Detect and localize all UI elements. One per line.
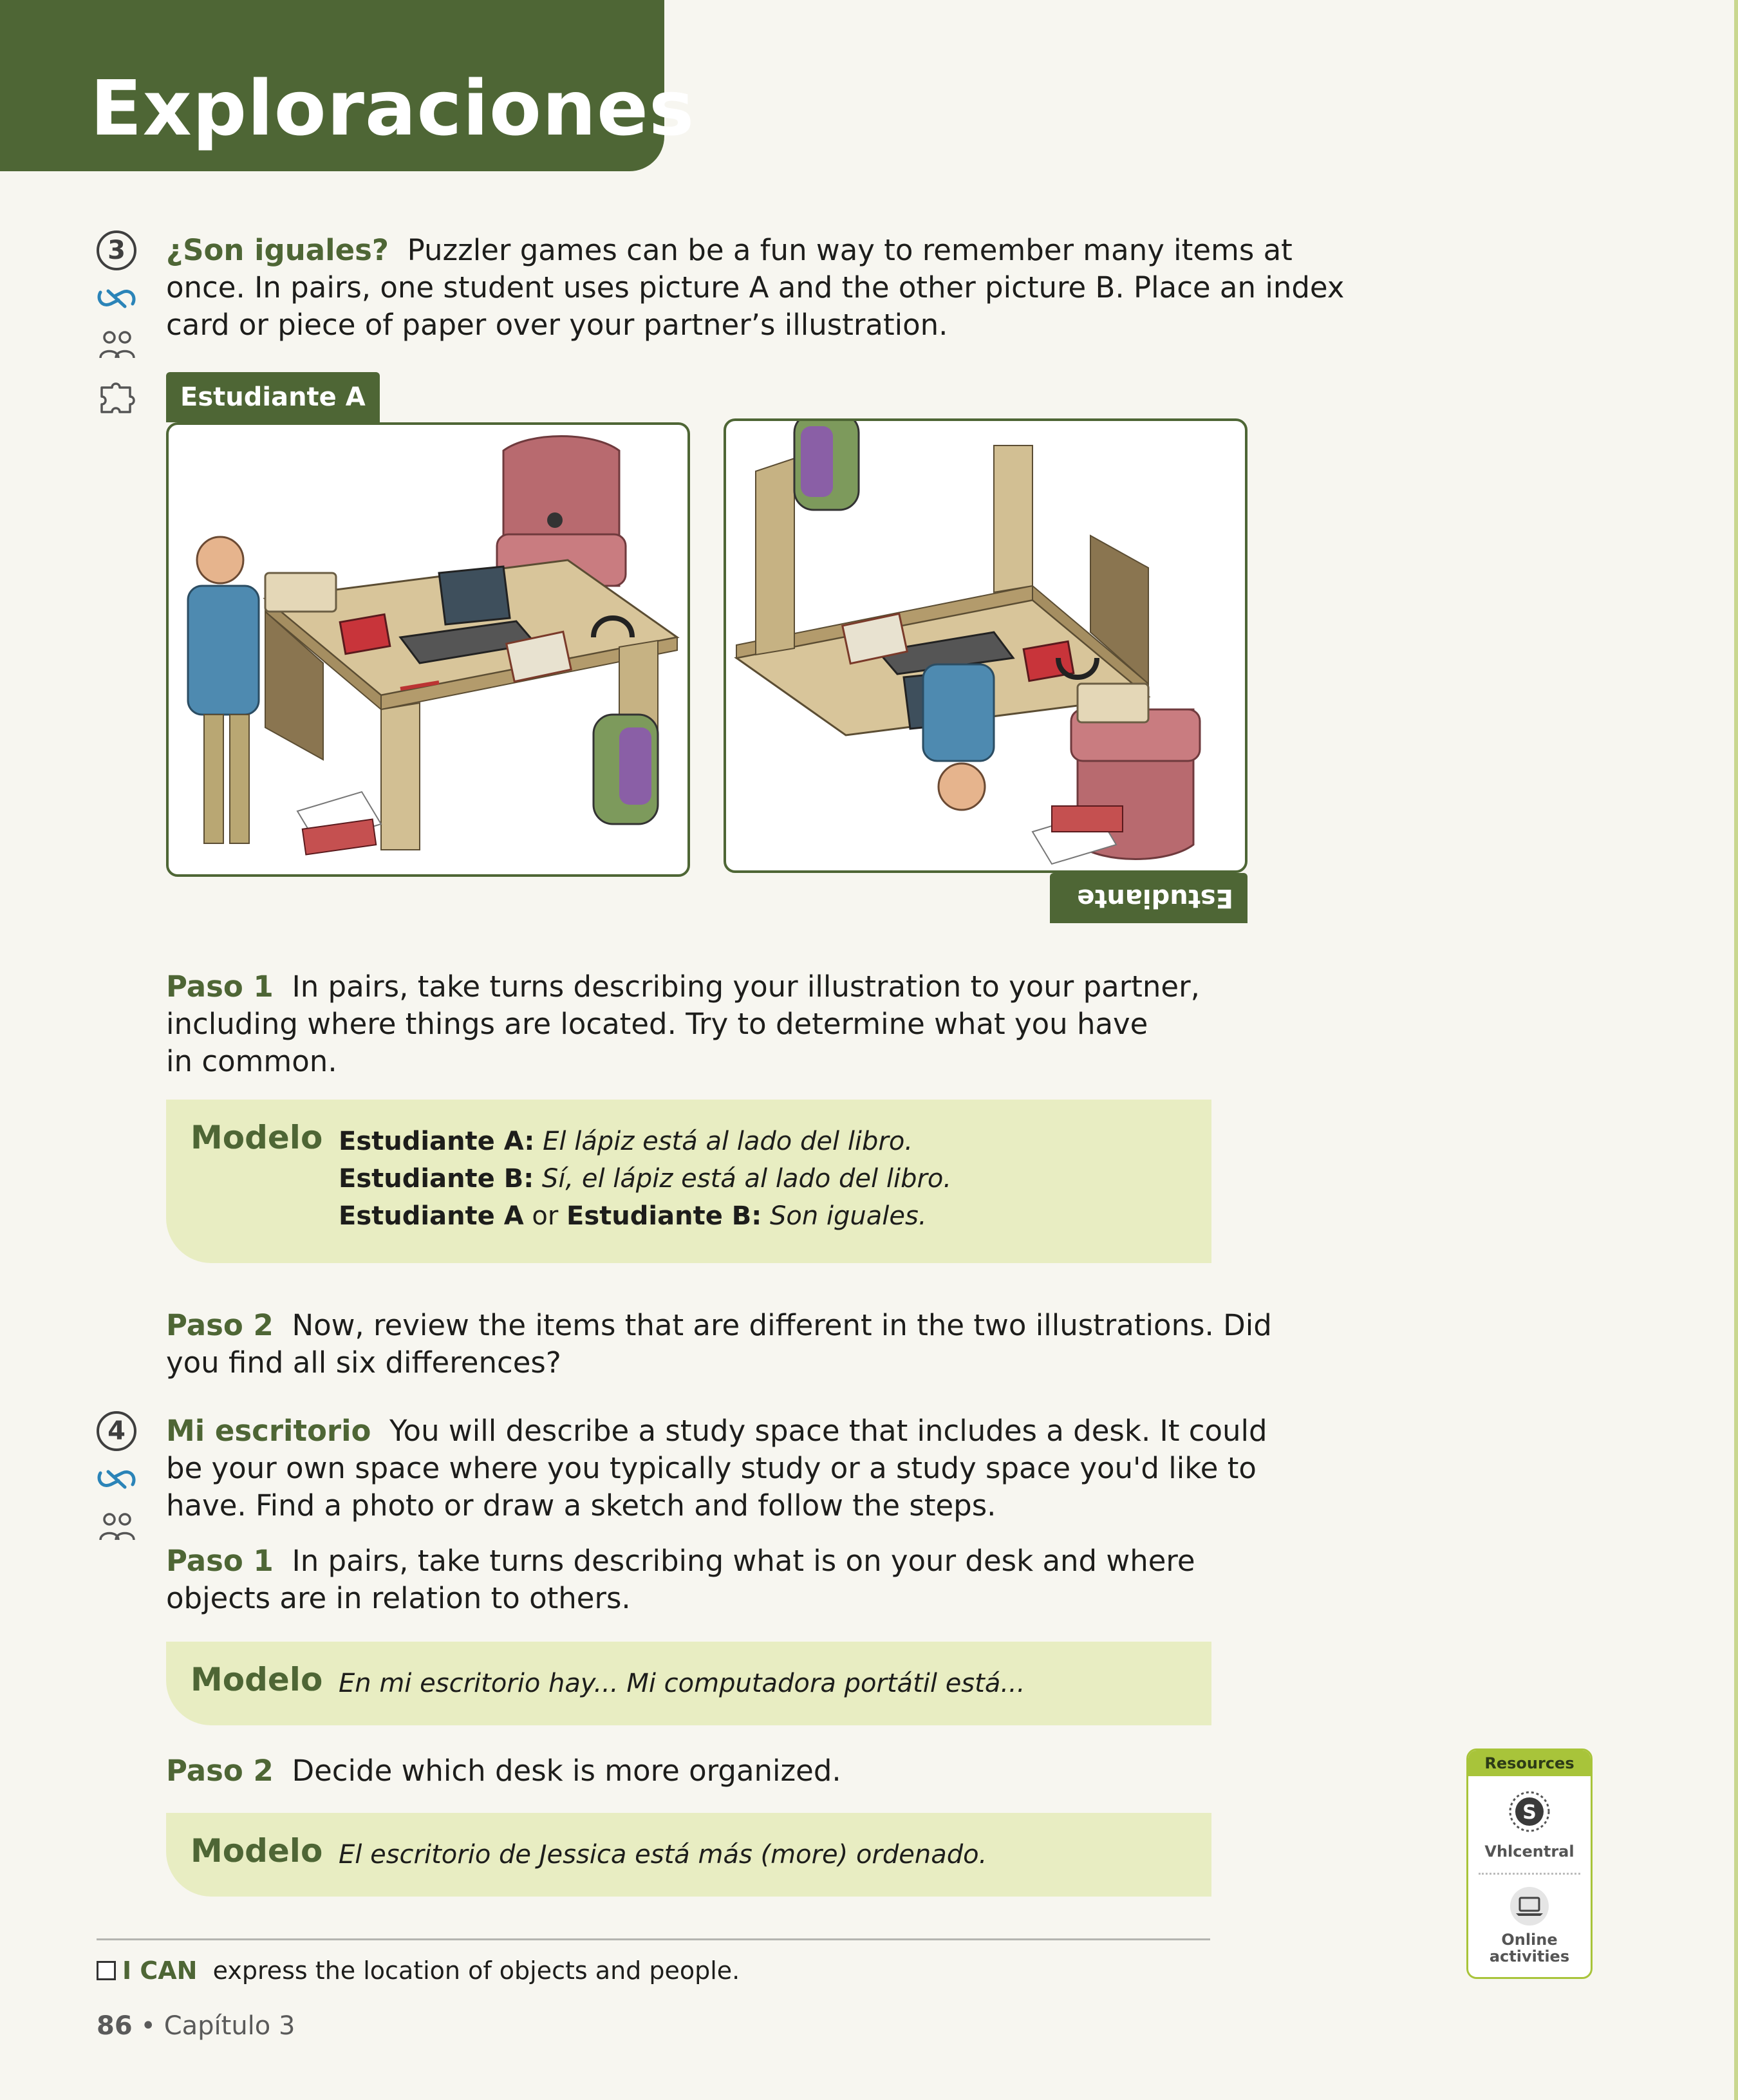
right-edge-rule (1734, 0, 1738, 2100)
activity-4-title: Mi escritorio (166, 1414, 371, 1448)
activity-3-instructions-2: once. In pairs, one student uses picture A and the other picture B. Place an index (166, 270, 1345, 305)
footer-divider (97, 1938, 1210, 1940)
footer-separator: • (140, 2011, 156, 2041)
activity-3-line-1 (166, 232, 1293, 269)
page-footer (97, 2007, 295, 2045)
activity-3-instructions-1: Puzzler games can be a fun way to remember many items at (407, 233, 1293, 267)
paso-1-label: Paso 1 (166, 970, 274, 1004)
modelo-text (339, 1665, 1025, 1702)
modelo-box-activity-4-paso-2 (166, 1813, 1211, 1897)
activity-4-instructions-3: have. Find a photo or draw a sketch and follow the steps. (166, 1488, 996, 1523)
paso-2-label: Paso 2 (166, 1308, 274, 1342)
chapter-label: Capítulo 3 (164, 2011, 295, 2041)
activity-4-number: 4 (97, 1411, 136, 1451)
resources-panel (1466, 1748, 1593, 1979)
activity-4-line-1 (166, 1412, 1267, 1450)
link-icon (95, 282, 138, 315)
modelo-label: Modelo (191, 1832, 323, 1870)
pair-icon (98, 328, 136, 363)
activity-3-paso-1-line-2: including where things are located. Try to determine what you have (166, 1007, 1148, 1041)
link-icon (95, 1463, 138, 1496)
modelo-speaker: Estudiante A (339, 1201, 524, 1231)
activity-4-paso-2-line (166, 1752, 841, 1790)
modelo-box-activity-3 (166, 1100, 1211, 1263)
pair-icon (98, 1510, 136, 1545)
modelo-text: Sí, el lápiz está al lado del libro. (541, 1164, 952, 1194)
i-can-label: I CAN (122, 1956, 198, 1985)
modelo-text: El lápiz está al lado del libro. (543, 1127, 913, 1156)
modelo-speaker: Estudiante B: (339, 1164, 534, 1194)
paso-2-text-1: Now, review the items that are different in the two illustrations. Did (292, 1308, 1272, 1342)
modelo-text-italic: En mi escritorio hay... Mi computadora portátil está... (339, 1669, 1025, 1698)
paso-1-text-1: In pairs, take turns describing what is on your desk and where (292, 1544, 1195, 1578)
online-activities-link[interactable] (1468, 1875, 1591, 1971)
modelo-line-2 (339, 1160, 951, 1197)
online-activities-label-1: Online (1501, 1931, 1558, 1949)
activity-3-paso-2-line-1 (166, 1307, 1272, 1344)
activity-3-instructions-3: card or piece of paper over your partner’s illustration. (166, 308, 948, 342)
modelo-speaker-2: Estudiante B: (566, 1201, 762, 1231)
modelo-label: Modelo (191, 1661, 323, 1698)
estudiante-b-label: Estudiante B (1050, 873, 1247, 923)
paso-2-label: Paso 2 (166, 1754, 274, 1788)
modelo-label: Modelo (191, 1119, 323, 1156)
vhlcentral-label: Vhlcentral (1484, 1842, 1574, 1861)
paso-1-label: Paso 1 (166, 1544, 274, 1578)
activity-4-instructions-2: be your own space where you typically study or a study space you'd like to (166, 1451, 1257, 1485)
laptop-icon (1508, 1886, 1551, 1929)
vhlcentral-icon (1508, 1790, 1551, 1835)
checkbox-icon[interactable] (97, 1961, 116, 1980)
estudiante-a-label: Estudiante A (166, 372, 380, 422)
paso-2-text: Decide which desk is more organized. (292, 1754, 841, 1788)
activity-4-paso-1-line-2: objects are in relation to others. (166, 1581, 631, 1615)
puzzle-icon (98, 379, 136, 415)
online-activities-label-2: activities (1489, 1947, 1570, 1965)
i-can-text: express the location of objects and people. (212, 1956, 740, 1985)
modelo-speaker: Estudiante A: (339, 1127, 535, 1156)
activity-3-paso-2-line-2: you find all six differences? (166, 1345, 561, 1380)
modelo-text: Son iguales. (769, 1201, 927, 1231)
modelo-box-activity-4-paso-1 (166, 1642, 1211, 1725)
modelo-text-italic: El escritorio de Jessica está más (more) ordenado. (339, 1840, 987, 1870)
vhlcentral-link[interactable] (1468, 1776, 1591, 1873)
page-title: Exploraciones (90, 64, 695, 153)
activity-3-title: ¿Son iguales? (166, 233, 389, 267)
modelo-line-3 (339, 1197, 927, 1235)
modelo-line-1 (339, 1123, 913, 1160)
activity-3-paso-1-line-1 (166, 968, 1200, 1006)
modelo-connector: or (532, 1201, 559, 1231)
activity-3-paso-1-line-3: in common. (166, 1044, 337, 1078)
i-can-statement (122, 1952, 740, 1989)
paso-1-text-1: In pairs, take turns describing your illustration to your partner, (292, 970, 1200, 1004)
activity-4-instructions-1: You will describe a study space that includes a desk. It could (389, 1414, 1267, 1448)
illustration-estudiante-b (724, 418, 1247, 873)
svg-text:S: S (1522, 1801, 1537, 1824)
modelo-text (339, 1836, 987, 1873)
activity-3-number: 3 (97, 230, 136, 270)
activity-4-paso-1-line-1 (166, 1542, 1195, 1580)
resources-title: Resources (1468, 1750, 1591, 1776)
page-number: 86 (97, 2011, 133, 2041)
illustration-estudiante-a (166, 422, 690, 877)
